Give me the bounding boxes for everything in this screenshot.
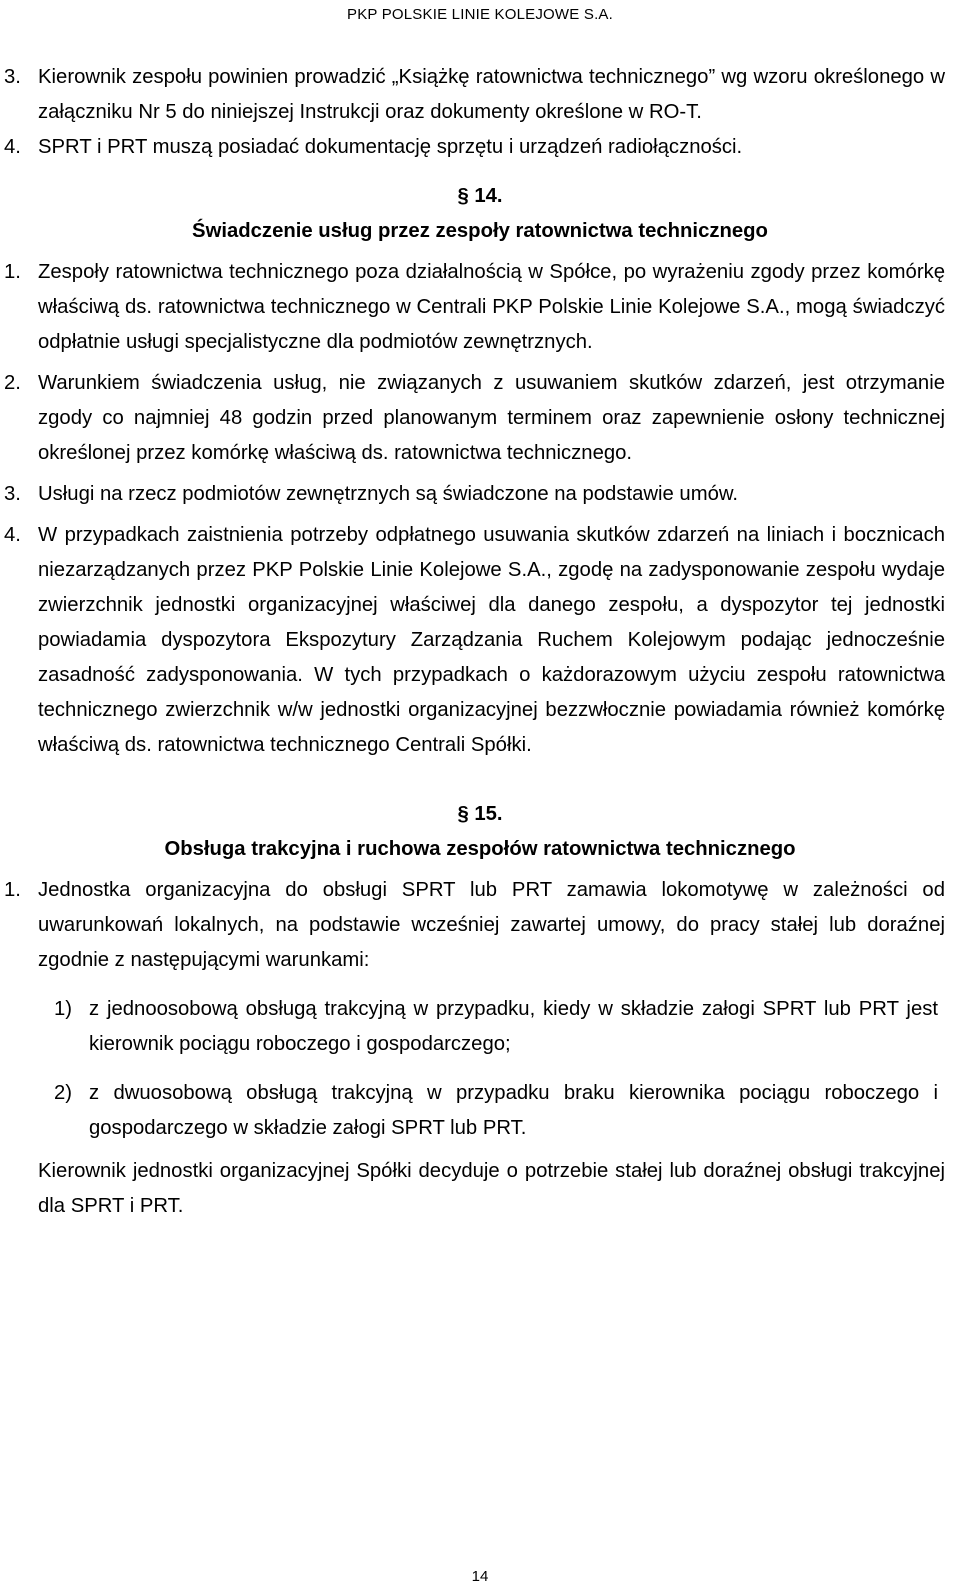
list-item <box>0 255 945 360</box>
list-number: 3. <box>4 66 21 88</box>
list-number: 4. <box>4 136 21 158</box>
list-item <box>0 477 945 512</box>
list-text: Warunkiem świadczenia usług, nie związanych z usuwaniem skutków zdarzeń, jest otrzymanie zgody co najmniej 48 godzin przed planowanym terminem oraz zapewnienie osłony technicznej określonej przez komórkę właściwą ds. ratownictwa technicznego. <box>38 372 945 464</box>
list-text: Usługi na rzecz podmiotów zewnętrznych są świadczone na podstawie umów. <box>38 483 739 505</box>
section-14-title: Świadczenie usług przez zespoły ratownictwa technicznego <box>192 220 768 242</box>
section-15-number: § 15. <box>457 803 503 825</box>
page-number: 14 <box>471 1568 489 1585</box>
list-text: W przypadkach zaistnienia potrzeby odpłatnego usuwania skutków zdarzeń na liniach i bocznicach niezarządzanych przez PKP Polskie Linie Kolejowe S.A., zgodę na zadysponowanie zespołu wydaje zwierzchnik jednostki organizacyjnej właściwej dla danego zespołu, a dyspozytor tej jednostki powiadamia dyspozytora Ekspozytury Zarządzania Ruchem Kolejowym podając jednocześnie zasadność zadysponowania. W tych przypadkach o każdorazowym użyciu zespołu ratownictwa technicznego zwierzchnik w/w jednostki organizacyjnej bezzwłocznie powiadamia również komórkę właściwą ds. ratownictwa technicznego Centrali Spółki. <box>38 524 945 756</box>
list-text: Kierownik zespołu powinien prowadzić „Książkę ratownictwa technicznego” wg wzoru określonego w załączniku Nr 5 do niniejszej Instrukcji oraz dokumenty określone w RO-T. <box>38 66 945 123</box>
closing-paragraph: Kierownik jednostki organizacyjnej Spółki decyduje o potrzebie stałej lub doraźnej obsługi trakcyjnej dla SPRT i PRT. <box>38 1160 945 1217</box>
section-14-number: § 14. <box>457 185 503 207</box>
sub-list-text: z jednoosobową obsługą trakcyjną w przypadku, kiedy w składzie załogi SPRT lub PRT jest kierownik pociągu roboczego i gospodarczego; <box>89 998 938 1055</box>
list-item-3 <box>0 60 945 130</box>
list-number: 3. <box>4 483 21 505</box>
list-number: 2. <box>4 372 21 394</box>
document-body <box>0 60 960 1224</box>
sub-list-text: z dwuosobową obsługą trakcyjną w przypadku braku kierownika pociągu roboczego i gospodarczego w składzie załogi SPRT lub PRT. <box>89 1082 938 1139</box>
list-item-4 <box>0 130 945 165</box>
list-text: Zespoły ratownictwa technicznego poza działalnością w Spółce, po wyrażeniu zgody przez komórkę właściwą ds. ratownictwa technicznego w Centrali PKP Polskie Linie Kolejowe S.A., mogą świadczyć odpłatnie usługi specjalistyczne dla podmiotów zewnętrznych. <box>38 261 945 353</box>
sub-list-number: 2) <box>54 1082 73 1104</box>
list-number: 1. <box>4 879 21 901</box>
section-15-title: Obsługa trakcyjna i ruchowa zespołów ratownictwa technicznego <box>164 838 796 860</box>
list-number: 4. <box>4 524 21 546</box>
sub-list-number: 1) <box>54 998 73 1020</box>
list-text: SPRT i PRT muszą posiadać dokumentację sprzętu i urządzeń radiołączności. <box>38 136 743 158</box>
list-item <box>0 366 945 471</box>
list-item <box>0 873 945 978</box>
document-header: PKP POLSKIE LINIE KOLEJOWE S.A. <box>346 6 614 23</box>
list-text: Jednostka organizacyjna do obsługi SPRT lub PRT zamawia lokomotywę w zależności od uwarunkowań lokalnych, na podstawie wcześniej zawartej umowy, do pracy stałej lub doraźnej zgodnie z następującymi warunkami: <box>38 879 945 971</box>
list-item <box>0 518 945 763</box>
list-number: 1. <box>4 261 21 283</box>
sub-list-item <box>0 1076 938 1146</box>
sub-list-item <box>0 992 938 1062</box>
